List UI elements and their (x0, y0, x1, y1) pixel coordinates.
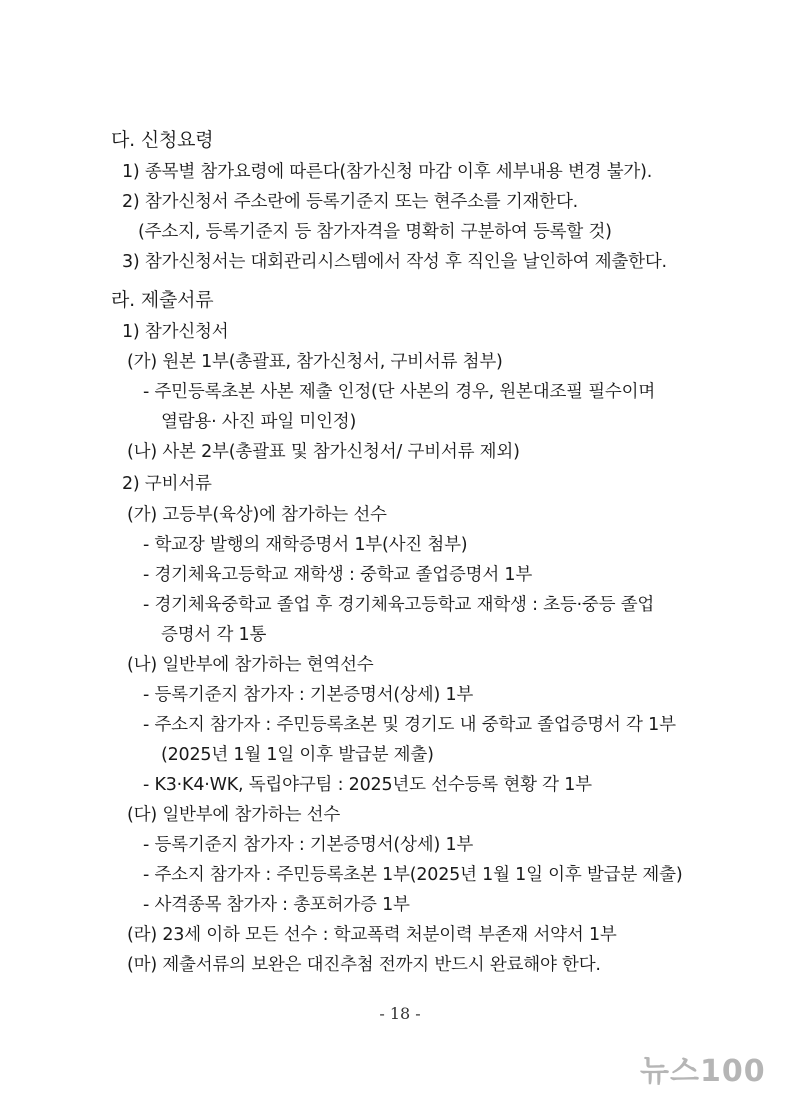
text-line: (마) 제출서류의 보완은 대진추첨 전까지 반드시 완료해야 한다. (127, 955, 601, 975)
text-line: (가) 원본 1부(총괄표, 참가신청서, 구비서류 첨부) (127, 352, 503, 372)
text-line: - 경기체육고등학교 재학생 : 중학교 졸업증명서 1부 (143, 565, 533, 585)
text-line: - 주민등록초본 사본 제출 인정(단 사본의 경우, 원본대조필 필수이며 (143, 382, 656, 402)
page-number: - 18 - (379, 1004, 421, 1023)
text-line: (나) 일반부에 참가하는 현역선수 (127, 655, 374, 675)
text-line: 1) 종목별 참가요령에 따른다(참가신청 마감 이후 세부내용 변경 불가). (122, 162, 653, 182)
text-line: - 주소지 참가자 : 주민등록초본 1부(2025년 1월 1일 이후 발급분 제출) (143, 865, 683, 885)
text-line: - 학교장 발행의 재학증명서 1부(사진 첨부) (143, 535, 468, 555)
text-line: - 등록기준지 참가자 : 기본증명서(상세) 1부 (143, 685, 474, 705)
text-line: 열람용· 사진 파일 미인정) (161, 412, 357, 432)
text-line: (가) 고등부(육상)에 참가하는 선수 (127, 505, 387, 525)
text-line: (주소지, 등록기준지 등 참가자격을 명확히 구분하여 등록할 것) (138, 222, 612, 242)
section-heading-documents: 라. 제출서류 (111, 289, 214, 311)
text-line: - 사격종목 참가자 : 총포허가증 1부 (143, 895, 410, 915)
text-line: 3) 참가신청서는 대회관리시스템에서 작성 후 직인을 날인하여 제출한다. (122, 252, 667, 272)
text-line: (나) 사본 2부(총괄표 및 참가신청서/ 구비서류 제외) (127, 442, 520, 462)
text-line: (라) 23세 이하 모든 선수 : 학교폭력 처분이력 부존재 서약서 1부 (127, 925, 617, 945)
text-line: 2) 구비서류 (122, 474, 212, 494)
text-line: 2) 참가신청서 주소란에 등록기준지 또는 현주소를 기재한다. (122, 192, 579, 212)
text-line: 1) 참가신청서 (122, 322, 229, 342)
news-watermark-logo: 뉴스100 (640, 1054, 766, 1089)
text-line: - 주소지 참가자 : 주민등록초본 및 경기도 내 중학교 졸업증명서 각 1부 (143, 715, 676, 735)
text-line: (다) 일반부에 참가하는 선수 (127, 805, 341, 825)
text-line: - 경기체육중학교 졸업 후 경기체육고등학교 재학생 : 초등·중등 졸업 (143, 595, 655, 615)
section-heading-application: 다. 신청요령 (111, 129, 214, 151)
text-line: (2025년 1월 1일 이후 발급분 제출) (161, 745, 434, 765)
text-line: 증명서 각 1통 (161, 625, 267, 645)
text-line: - K3·K4·WK, 독립야구팀 : 2025년도 선수등록 현황 각 1부 (143, 775, 592, 795)
text-line: - 등록기준지 참가자 : 기본증명서(상세) 1부 (143, 835, 474, 855)
